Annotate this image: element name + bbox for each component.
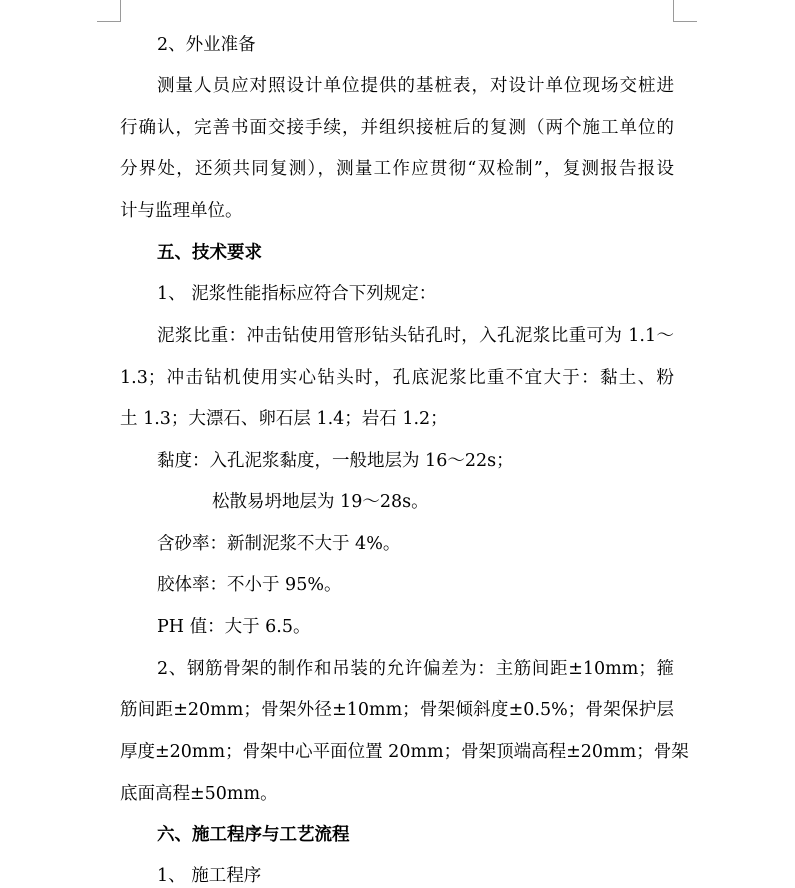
paragraph-line: 1.3；冲击钻机使用实心钻头时，孔底泥浆比重不宜大于：黏土、粉 <box>120 368 674 388</box>
list-item-mud-performance: 1、 泥浆性能指标应符合下列规定： <box>157 284 437 304</box>
crop-mark-right-vertical <box>673 0 674 22</box>
heading-construction-procedure: 六、施工程序与工艺流程 <box>157 825 350 845</box>
paragraph-line: 泥浆比重：冲击钻使用管形钻头钻孔时，入孔泥浆比重可为 1.1～ <box>157 326 674 346</box>
paragraph-line: 计与监理单位。 <box>120 201 243 221</box>
sand-content-line: 含砂率：新制泥浆不大于 4%。 <box>157 534 401 554</box>
viscosity-line: 黏度：入孔泥浆黏度，一般地层为 16～22s； <box>157 451 514 471</box>
paragraph-line: 厚度±20mm；骨架中心平面位置 20mm；骨架顶端高程±20mm；骨架 <box>120 742 689 762</box>
crop-mark-left-vertical <box>120 0 121 22</box>
paragraph-line: 行确认，完善书面交接手续，并组织接桩后的复测（两个施工单位的 <box>120 118 674 138</box>
crop-mark-right-horizontal <box>673 21 697 22</box>
crop-mark-left-horizontal <box>97 21 121 22</box>
paragraph-line: 2、钢筋骨架的制作和吊装的允许偏差为：主筋间距±10mm；箍 <box>157 659 674 679</box>
paragraph-line: 测量人员应对照设计单位提供的基桩表，对设计单位现场交桩进 <box>157 76 674 96</box>
section-heading-field-prep: 2、外业准备 <box>157 35 256 55</box>
viscosity-line-loose: 松散易坍地层为 19～28s。 <box>212 492 429 512</box>
paragraph-line: 分界处，还须共同复测），测量工作应贯彻“双检制”，复测报告报设 <box>120 159 674 179</box>
paragraph-line: 底面高程±50mm。 <box>120 784 278 804</box>
heading-tech-requirements: 五、技术要求 <box>157 243 262 263</box>
colloid-rate-line: 胶体率：不小于 95%。 <box>157 575 342 595</box>
paragraph-line: 土 1.3；大漂石、卵石层 1.4；岩石 1.2； <box>120 409 448 429</box>
list-item-construction-procedure: 1、 施工程序 <box>157 866 262 886</box>
paragraph-line: 筋间距±20mm；骨架外径±10mm；骨架倾斜度±0.5%；骨架保护层 <box>120 700 674 720</box>
ph-value-line: PH 值：大于 6.5。 <box>157 617 311 637</box>
